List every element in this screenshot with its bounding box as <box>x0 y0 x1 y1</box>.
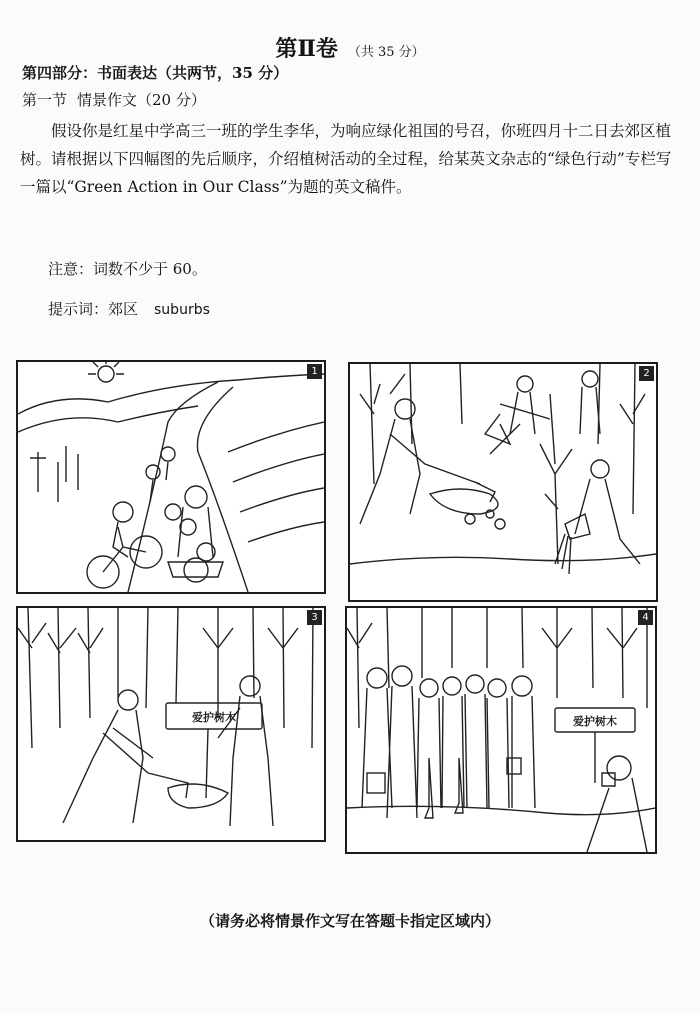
sign-planting-illustration <box>18 608 324 840</box>
section-heading <box>22 89 206 110</box>
part-heading: 第四部分：书面表达（共两节，35 分） <box>22 64 289 82</box>
section-name: 情景作文（20 分） <box>77 91 206 109</box>
prompt-paragraph: 假设你是红星中学高三一班的学生李华，为响应绿化祖国的号召，你班四月十二日去郊区植树。请根据以下四幅图的先后顺序，介绍植树活动的全过程，给某英文杂志的“绿色行动”专栏写一篇以“Green Action in Our Class”为题的英文稿件。 <box>20 122 672 196</box>
panel-number-3: 3 <box>307 610 322 625</box>
illustration-panel-1 <box>16 360 326 594</box>
volume-title-text: 第Ⅱ卷 <box>275 36 338 62</box>
cycling-scene-illustration <box>18 362 324 592</box>
panel-number-2: 2 <box>639 366 654 381</box>
planting-scene-illustration <box>350 364 656 600</box>
illustration-panel-2 <box>348 362 658 602</box>
sign-text-panel-3: 爱护树木 <box>192 711 236 724</box>
vocabulary-hint <box>48 298 210 319</box>
answer-instruction: （请务必将情景作文写在答题卡指定区域内） <box>199 912 500 930</box>
volume-score: （共 35 分） <box>347 45 425 60</box>
section-label: 第一节 <box>22 91 68 109</box>
panel-number-1: 1 <box>307 364 322 379</box>
word-count-note: 注意：词数不少于 60。 <box>48 260 207 278</box>
hint-label: 提示词：郊区 <box>48 300 139 318</box>
illustration-panel-3 <box>16 606 326 842</box>
hint-word: suburbs <box>154 302 210 318</box>
volume-title <box>0 32 700 63</box>
group-photo-illustration <box>347 608 655 852</box>
sign-text-panel-4: 爱护树木 <box>573 715 617 728</box>
illustration-panel-4 <box>345 606 657 854</box>
panel-number-4: 4 <box>638 610 653 625</box>
